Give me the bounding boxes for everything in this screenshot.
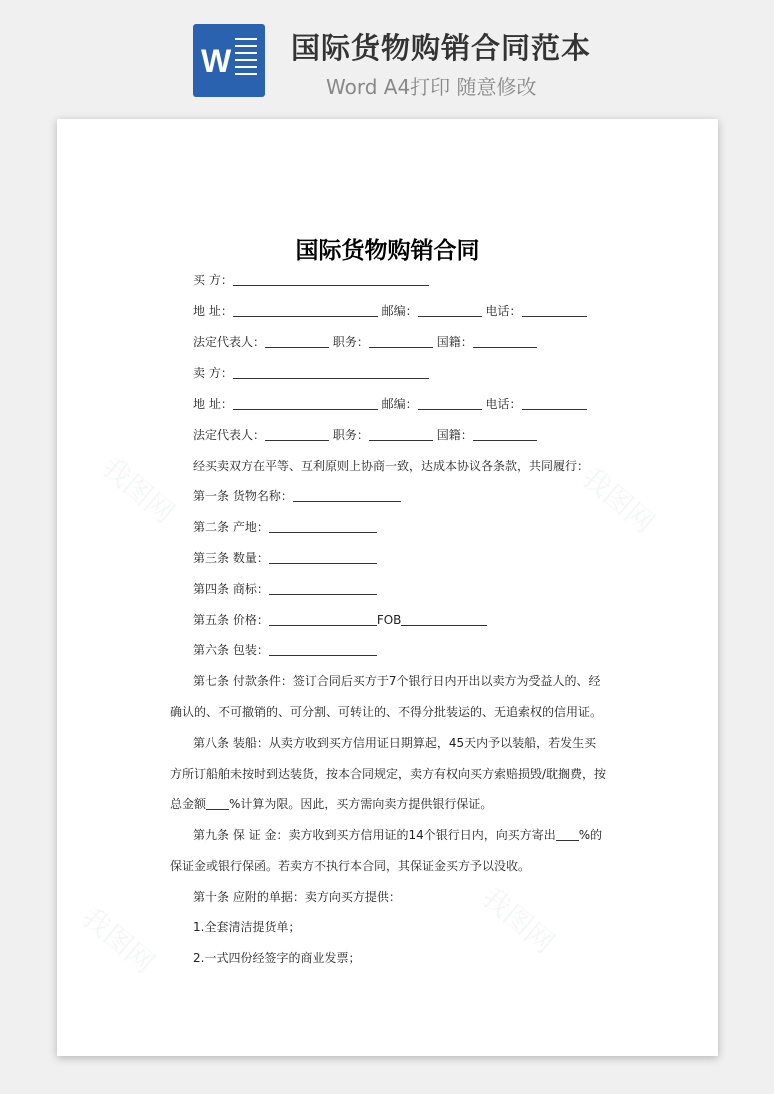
watermark: 我图网 — [95, 450, 181, 530]
article-4-label: 第四条 商标： — [193, 582, 269, 596]
nationality-label: 国籍： — [436, 335, 473, 349]
price-blank[interactable] — [269, 614, 377, 626]
buyer-line — [193, 272, 429, 288]
nationality-blank[interactable] — [473, 429, 537, 441]
article-5 — [193, 612, 487, 628]
address-blank[interactable] — [233, 398, 378, 410]
article-9-line-2: 保证金或银行保函。若卖方不执行本合同，其保证金买方予以没收。 — [170, 859, 531, 873]
article-6 — [193, 642, 377, 658]
article-9-line-1 — [193, 827, 602, 843]
phone-label: 电话： — [485, 397, 522, 411]
fob-blank[interactable] — [401, 614, 487, 626]
rep-blank[interactable] — [265, 429, 329, 441]
address-label: 地 址： — [193, 304, 233, 318]
rep-label: 法定代表人： — [193, 335, 266, 349]
word-icon — [193, 24, 265, 97]
postcode-blank[interactable] — [418, 398, 482, 410]
watermark: 我图网 — [475, 880, 561, 960]
article-8-line-2: 方所订船舶未按时到达装货，按本合同规定，卖方有权向买方索赔损毁/耽搁费，按 — [170, 767, 607, 781]
position-label: 职务： — [332, 335, 369, 349]
article-7-line-2: 确认的、不可撤销的、可分割、可转让的、不得分批装运的、无追索权的信用证。 — [170, 705, 603, 719]
goods-name-blank[interactable] — [293, 490, 401, 502]
position-label: 职务： — [332, 428, 369, 442]
article-9-line-1b: %的 — [578, 828, 603, 842]
seller-rep-line — [193, 427, 537, 443]
article-8-line-3a: 总金额 — [170, 797, 207, 811]
nationality-label: 国籍： — [436, 428, 473, 442]
address-blank[interactable] — [233, 305, 378, 317]
intro-text: 经买卖双方在平等、互利原则上协商一致，达成本协议各条款，共同履行： — [193, 459, 590, 473]
seller-label: 卖 方： — [193, 366, 233, 380]
header — [0, 0, 774, 118]
document-page — [57, 119, 718, 1056]
buyer-address-line — [193, 303, 587, 319]
nationality-blank[interactable] — [473, 336, 537, 348]
watermark: 我图网 — [575, 460, 661, 540]
article-7-line-1: 第七条 付款条件：签订合同后买方于7个银行日内开出以卖方为受益人的、经 — [193, 674, 601, 688]
rep-label: 法定代表人： — [193, 428, 266, 442]
phone-blank[interactable] — [522, 398, 587, 410]
address-label: 地 址： — [193, 397, 233, 411]
quantity-blank[interactable] — [269, 552, 377, 564]
article-8-line-3 — [170, 796, 492, 812]
article-3-label: 第三条 数量： — [193, 551, 269, 565]
article-3 — [193, 550, 377, 566]
main-title: 国际货物购销合同范本 — [291, 31, 592, 65]
fob-label: FOB — [376, 613, 402, 627]
article-2-label: 第二条 产地： — [193, 520, 269, 534]
trademark-blank[interactable] — [269, 583, 377, 595]
watermark: 我图网 — [75, 900, 161, 980]
deposit-blank[interactable] — [556, 829, 579, 841]
list-item-2: 2.一式四份经签字的商业发票； — [193, 951, 361, 965]
buyer-label: 买 方： — [193, 273, 233, 287]
article-1-label: 第一条 货物名称： — [193, 489, 293, 503]
postcode-label: 邮编： — [381, 397, 418, 411]
word-icon-lines — [235, 38, 257, 80]
article-1 — [193, 488, 401, 504]
phone-blank[interactable] — [522, 305, 587, 317]
seller-address-line — [193, 396, 587, 412]
postcode-label: 邮编： — [381, 304, 418, 318]
article-6-label: 第六条 包装： — [193, 643, 269, 657]
buyer-rep-line — [193, 334, 537, 350]
origin-blank[interactable] — [269, 521, 377, 533]
list-item-1: 1.全套清洁提货单； — [193, 920, 301, 934]
word-icon-letter: W — [201, 43, 232, 79]
article-2 — [193, 519, 377, 535]
packing-blank[interactable] — [269, 644, 377, 656]
buyer-blank[interactable] — [233, 274, 429, 286]
seller-line — [193, 365, 429, 381]
position-blank[interactable] — [369, 429, 433, 441]
ratio-blank[interactable] — [206, 798, 229, 810]
article-5-label: 第五条 价格： — [193, 613, 269, 627]
position-blank[interactable] — [369, 336, 433, 348]
article-8-line-3b: %计算为限。因此，买方需向卖方提供银行保证。 — [229, 797, 493, 811]
postcode-blank[interactable] — [418, 305, 482, 317]
seller-blank[interactable] — [233, 367, 429, 379]
document-title: 国际货物购销合同 — [295, 238, 480, 264]
article-4 — [193, 581, 377, 597]
article-9-line-1a: 第九条 保 证 金：卖方收到买方信用证的14个银行日内，向买方寄出 — [193, 828, 556, 842]
article-8-line-1: 第八条 装船：从卖方收到买方信用证日期算起，45天内予以装船，若发生买 — [193, 736, 597, 750]
rep-blank[interactable] — [265, 336, 329, 348]
article-10: 第十条 应附的单据：卖方向买方提供： — [193, 890, 401, 904]
phone-label: 电话： — [485, 304, 522, 318]
sub-title: Word A4打印 随意修改 — [326, 75, 537, 99]
